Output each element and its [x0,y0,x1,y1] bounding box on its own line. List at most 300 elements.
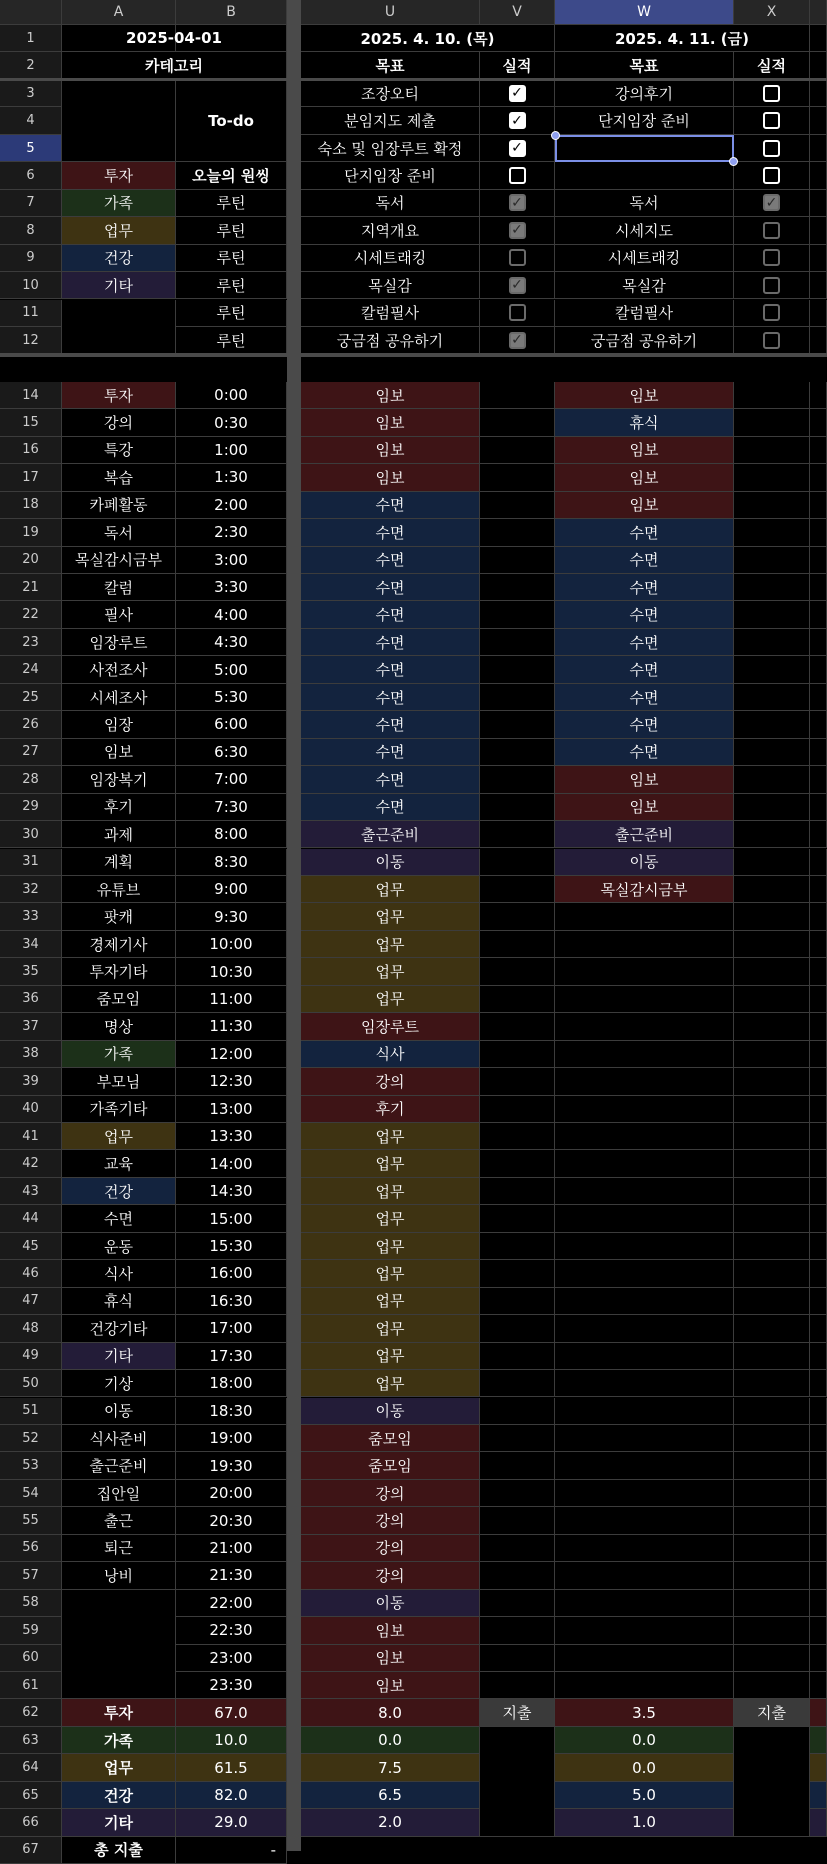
row-header[interactable]: 21 [0,574,62,601]
result-header[interactable] [734,52,810,79]
activity-legend[interactable] [62,1096,176,1123]
cell[interactable] [734,409,810,436]
schedule-fri[interactable] [555,382,734,409]
summary-thu[interactable] [301,1782,480,1809]
goal-fri[interactable] [555,162,734,189]
row-header[interactable]: 47 [0,1288,62,1315]
schedule-fri[interactable] [555,1645,734,1672]
cell[interactable] [734,1233,810,1260]
cell[interactable] [480,794,555,821]
activity-legend[interactable] [62,1150,176,1177]
row-header[interactable]: 17 [0,464,62,491]
cell[interactable] [734,1507,810,1534]
cell[interactable] [480,1425,555,1452]
schedule-thu[interactable] [301,1233,480,1260]
checkbox-unchecked[interactable] [763,112,780,129]
schedule-fri[interactable] [555,1590,734,1617]
time-slot[interactable] [176,409,287,436]
cell[interactable] [734,1370,810,1397]
cell[interactable] [810,464,827,491]
cell[interactable] [810,492,827,519]
schedule-thu[interactable] [301,1013,480,1040]
time-slot[interactable] [176,1041,287,1068]
cell[interactable] [480,739,555,766]
result-header[interactable] [480,52,555,79]
goal-thu[interactable] [301,162,480,189]
schedule-fri[interactable] [555,1096,734,1123]
checkbox-unchecked[interactable] [763,249,780,266]
activity-legend[interactable] [62,492,176,519]
activity-legend[interactable] [62,629,176,656]
time-slot[interactable] [176,1480,287,1507]
schedule-thu[interactable] [301,1068,480,1095]
time-slot[interactable] [176,739,287,766]
row-header[interactable]: 33 [0,903,62,930]
result-thu-checkbox-cell[interactable] [480,107,555,134]
time-slot[interactable] [176,766,287,793]
cell[interactable] [734,1590,810,1617]
schedule-thu[interactable] [301,629,480,656]
row-header[interactable]: 10 [0,272,62,299]
total-expense-label[interactable] [62,1837,176,1864]
cell[interactable] [734,1452,810,1479]
row-header[interactable]: 22 [0,601,62,628]
row-header[interactable]: 6 [0,162,62,189]
frozen-row-divider[interactable] [0,353,827,357]
schedule-fri[interactable] [555,739,734,766]
cell[interactable] [480,821,555,848]
schedule-fri[interactable] [555,1617,734,1644]
checkbox-checked[interactable]: ✓ [509,222,526,239]
row-header[interactable]: 38 [0,1041,62,1068]
time-slot[interactable] [176,1398,287,1425]
summary-total[interactable] [176,1809,287,1836]
summary-fri[interactable] [555,1754,734,1781]
sheet-date[interactable] [62,25,287,52]
time-slot[interactable] [176,601,287,628]
cell[interactable] [734,986,810,1013]
result-fri-checkbox-cell[interactable] [734,217,810,244]
goal-fri[interactable] [555,190,734,217]
row-header[interactable]: 59 [0,1617,62,1644]
row-header[interactable]: 51 [0,1398,62,1425]
todo-type-label[interactable] [176,245,287,272]
schedule-thu[interactable] [301,794,480,821]
row-header[interactable]: 55 [0,1507,62,1534]
cell[interactable] [810,52,827,79]
schedule-fri[interactable] [555,1425,734,1452]
cell[interactable] [480,1288,555,1315]
activity-legend[interactable] [62,1343,176,1370]
cell[interactable] [810,190,827,217]
summary-fri[interactable] [555,1727,734,1754]
cell[interactable] [810,986,827,1013]
schedule-fri[interactable] [555,958,734,985]
row-header[interactable]: 23 [0,629,62,656]
cell[interactable] [480,1452,555,1479]
corner-cell[interactable] [0,0,62,25]
cell[interactable] [810,1041,827,1068]
cell-selection-box[interactable] [555,135,734,162]
checkbox-checked[interactable]: ✓ [509,140,526,157]
goal-header[interactable] [555,52,734,79]
cell[interactable] [810,135,827,162]
activity-legend[interactable] [62,1288,176,1315]
checkbox-unchecked[interactable] [509,167,526,184]
activity-legend[interactable] [62,1041,176,1068]
schedule-fri[interactable] [555,1535,734,1562]
row-header[interactable]: 66 [0,1809,62,1836]
cell[interactable] [734,629,810,656]
cell[interactable] [480,1370,555,1397]
column-header-partial[interactable] [810,0,827,25]
cell[interactable] [734,1178,810,1205]
schedule-thu[interactable] [301,1288,480,1315]
checkbox-checked[interactable]: ✓ [509,332,526,349]
cell[interactable] [810,1645,827,1672]
schedule-thu[interactable] [301,1260,480,1287]
column-header-W[interactable] [555,0,734,25]
blank-merged-cell[interactable] [480,1727,555,1837]
row-header[interactable]: 46 [0,1260,62,1287]
category-legend-가족[interactable] [62,190,176,217]
time-slot[interactable] [176,1645,287,1672]
activity-legend[interactable] [62,1013,176,1040]
summary-category[interactable] [62,1809,176,1836]
schedule-thu[interactable] [301,958,480,985]
result-fri-checkbox-cell[interactable] [734,272,810,299]
cell[interactable] [480,574,555,601]
row-header[interactable]: 45 [0,1233,62,1260]
schedule-fri[interactable] [555,464,734,491]
cell[interactable] [810,107,827,134]
row-header[interactable]: 44 [0,1205,62,1232]
activity-legend[interactable] [62,903,176,930]
summary-thu[interactable] [301,1727,480,1754]
cell[interactable] [480,1041,555,1068]
activity-legend[interactable] [62,601,176,628]
row-header[interactable]: 64 [0,1754,62,1781]
row-header[interactable]: 14 [0,382,62,409]
checkbox-checked[interactable]: ✓ [763,194,780,211]
cell[interactable] [480,986,555,1013]
activity-legend[interactable] [62,1370,176,1397]
summary-total[interactable] [176,1699,287,1726]
row-header[interactable]: 20 [0,547,62,574]
cell[interactable] [734,711,810,738]
cell[interactable] [480,1068,555,1095]
row-header[interactable]: 57 [0,1562,62,1589]
cell[interactable] [734,684,810,711]
row-header[interactable]: 58 [0,1590,62,1617]
cell[interactable] [810,931,827,958]
cell[interactable] [480,492,555,519]
schedule-fri[interactable] [555,1398,734,1425]
row-header[interactable]: 15 [0,409,62,436]
time-slot[interactable] [176,1452,287,1479]
todo-type-label[interactable] [176,162,287,189]
time-slot[interactable] [176,1617,287,1644]
result-thu-checkbox-cell[interactable] [480,245,555,272]
cell[interactable] [734,1645,810,1672]
checkbox-unchecked[interactable] [763,332,780,349]
cell[interactable] [480,1535,555,1562]
activity-legend[interactable] [62,794,176,821]
cell[interactable] [734,1068,810,1095]
row-header[interactable]: 48 [0,1315,62,1342]
time-slot[interactable] [176,1288,287,1315]
row-header[interactable]: 8 [0,217,62,244]
time-slot[interactable] [176,547,287,574]
cell[interactable] [480,1590,555,1617]
schedule-fri[interactable] [555,1507,734,1534]
schedule-fri[interactable] [555,821,734,848]
checkbox-unchecked[interactable] [763,222,780,239]
cell[interactable] [810,1672,827,1699]
schedule-fri[interactable] [555,711,734,738]
goal-fri[interactable] [555,217,734,244]
todo-label[interactable] [176,80,287,162]
schedule-thu[interactable] [301,1178,480,1205]
schedule-fri[interactable] [555,437,734,464]
schedule-thu[interactable] [301,574,480,601]
cell[interactable] [810,1590,827,1617]
row-header[interactable]: 16 [0,437,62,464]
summary-category[interactable] [62,1727,176,1754]
cell[interactable] [810,162,827,189]
cell[interactable] [734,492,810,519]
cell[interactable] [480,382,555,409]
schedule-thu[interactable] [301,1150,480,1177]
cell[interactable] [734,1150,810,1177]
schedule-thu[interactable] [301,1315,480,1342]
cell[interactable] [734,437,810,464]
row-header[interactable]: 65 [0,1782,62,1809]
cell[interactable] [810,327,827,354]
row-header[interactable]: 26 [0,711,62,738]
row-header[interactable]: 12 [0,327,62,354]
blank-merged-cell[interactable] [62,300,176,355]
schedule-fri[interactable] [555,1480,734,1507]
cell[interactable] [810,601,827,628]
cell[interactable] [734,1398,810,1425]
cell[interactable] [810,1205,827,1232]
result-fri-checkbox-cell[interactable] [734,190,810,217]
cell[interactable] [480,1398,555,1425]
activity-legend[interactable] [62,1068,176,1095]
goal-fri[interactable] [555,300,734,327]
cell[interactable] [734,1041,810,1068]
cell[interactable] [734,794,810,821]
schedule-thu[interactable] [301,492,480,519]
cell[interactable] [480,601,555,628]
frozen-column-divider[interactable] [287,0,301,1851]
schedule-thu[interactable] [301,711,480,738]
schedule-thu[interactable] [301,1452,480,1479]
cell[interactable] [734,574,810,601]
cell[interactable] [734,1123,810,1150]
time-slot[interactable] [176,821,287,848]
cell[interactable] [810,300,827,327]
cell[interactable] [480,1507,555,1534]
result-fri-checkbox-cell[interactable] [734,135,810,162]
cell[interactable] [480,958,555,985]
schedule-fri[interactable] [555,1315,734,1342]
goal-fri[interactable] [555,245,734,272]
cell[interactable] [810,574,827,601]
activity-legend[interactable] [62,547,176,574]
cell[interactable] [810,1617,827,1644]
column-header-B[interactable] [176,0,287,25]
schedule-thu[interactable] [301,1645,480,1672]
row-header[interactable]: 62 [0,1699,62,1726]
activity-legend[interactable] [62,1562,176,1589]
time-slot[interactable] [176,1562,287,1589]
cell[interactable] [810,80,827,107]
activity-legend[interactable] [62,656,176,683]
cell[interactable] [480,1315,555,1342]
cell[interactable] [810,1562,827,1589]
cell[interactable] [734,1562,810,1589]
time-slot[interactable] [176,574,287,601]
cell[interactable] [480,1645,555,1672]
cell[interactable] [734,656,810,683]
cell[interactable] [734,382,810,409]
blank-merged-cell[interactable] [62,1590,176,1700]
schedule-fri[interactable] [555,1205,734,1232]
cell[interactable] [810,382,827,409]
row-header[interactable]: 42 [0,1150,62,1177]
row-header[interactable]: 19 [0,519,62,546]
schedule-thu[interactable] [301,1562,480,1589]
activity-legend[interactable] [62,1315,176,1342]
cell[interactable] [810,1096,827,1123]
activity-legend[interactable] [62,849,176,876]
checkbox-unchecked[interactable] [509,249,526,266]
expense-label[interactable] [734,1699,810,1726]
row-header[interactable]: 7 [0,190,62,217]
cell[interactable] [810,1150,827,1177]
column-header-X[interactable] [734,0,810,25]
todo-type-label[interactable] [176,190,287,217]
cell[interactable] [810,245,827,272]
day-header-thu[interactable] [301,25,555,52]
schedule-fri[interactable] [555,1123,734,1150]
result-thu-checkbox-cell[interactable] [480,300,555,327]
activity-legend[interactable] [62,766,176,793]
cell[interactable] [810,1452,827,1479]
category-legend-투자[interactable] [62,162,176,189]
activity-legend[interactable] [62,739,176,766]
cell[interactable] [734,1343,810,1370]
goal-thu[interactable] [301,135,480,162]
activity-legend[interactable] [62,1480,176,1507]
cell[interactable] [810,1754,827,1781]
cell[interactable] [810,25,827,52]
todo-type-label[interactable] [176,272,287,299]
cell[interactable] [810,1480,827,1507]
schedule-thu[interactable] [301,766,480,793]
todo-type-label[interactable] [176,327,287,354]
cell[interactable] [480,629,555,656]
schedule-thu[interactable] [301,1123,480,1150]
cell[interactable] [480,1343,555,1370]
schedule-fri[interactable] [555,684,734,711]
result-fri-checkbox-cell[interactable] [734,245,810,272]
row-header[interactable]: 50 [0,1370,62,1397]
cell[interactable] [480,1480,555,1507]
summary-thu[interactable] [301,1754,480,1781]
schedule-fri[interactable] [555,1150,734,1177]
schedule-fri[interactable] [555,1343,734,1370]
cell[interactable] [810,437,827,464]
row-header[interactable]: 53 [0,1452,62,1479]
result-fri-checkbox-cell[interactable] [734,327,810,354]
cell[interactable] [480,1233,555,1260]
time-slot[interactable] [176,1425,287,1452]
activity-legend[interactable] [62,1535,176,1562]
checkbox-checked[interactable]: ✓ [509,277,526,294]
cell[interactable] [734,1315,810,1342]
time-slot[interactable] [176,629,287,656]
goal-fri[interactable] [555,272,734,299]
cell[interactable] [810,1123,827,1150]
row-header[interactable]: 27 [0,739,62,766]
cell[interactable] [810,1782,827,1809]
time-slot[interactable] [176,958,287,985]
time-slot[interactable] [176,849,287,876]
row-header[interactable]: 18 [0,492,62,519]
time-slot[interactable] [176,684,287,711]
cell[interactable] [810,821,827,848]
cell[interactable] [480,684,555,711]
schedule-fri[interactable] [555,574,734,601]
goal-thu[interactable] [301,327,480,354]
summary-category[interactable] [62,1754,176,1781]
cell[interactable] [734,1617,810,1644]
time-slot[interactable] [176,382,287,409]
schedule-fri[interactable] [555,876,734,903]
schedule-thu[interactable] [301,821,480,848]
result-thu-checkbox-cell[interactable] [480,162,555,189]
goal-thu[interactable] [301,217,480,244]
cell[interactable] [734,1425,810,1452]
cell[interactable] [810,272,827,299]
result-fri-checkbox-cell[interactable] [734,300,810,327]
cell[interactable] [810,876,827,903]
summary-thu[interactable] [301,1699,480,1726]
checkbox-unchecked[interactable] [763,277,780,294]
activity-legend[interactable] [62,931,176,958]
cell[interactable] [810,1288,827,1315]
time-slot[interactable] [176,1370,287,1397]
schedule-fri[interactable] [555,1370,734,1397]
time-slot[interactable] [176,903,287,930]
cell[interactable] [810,1260,827,1287]
time-slot[interactable] [176,437,287,464]
result-thu-checkbox-cell[interactable] [480,217,555,244]
schedule-fri[interactable] [555,601,734,628]
cell[interactable] [734,464,810,491]
cell[interactable] [810,217,827,244]
row-header[interactable]: 40 [0,1096,62,1123]
blank-merged-cell[interactable] [734,1727,810,1837]
activity-legend[interactable] [62,409,176,436]
todo-type-label[interactable] [176,217,287,244]
time-slot[interactable] [176,1672,287,1699]
schedule-thu[interactable] [301,1507,480,1534]
checkbox-checked[interactable]: ✓ [509,194,526,211]
